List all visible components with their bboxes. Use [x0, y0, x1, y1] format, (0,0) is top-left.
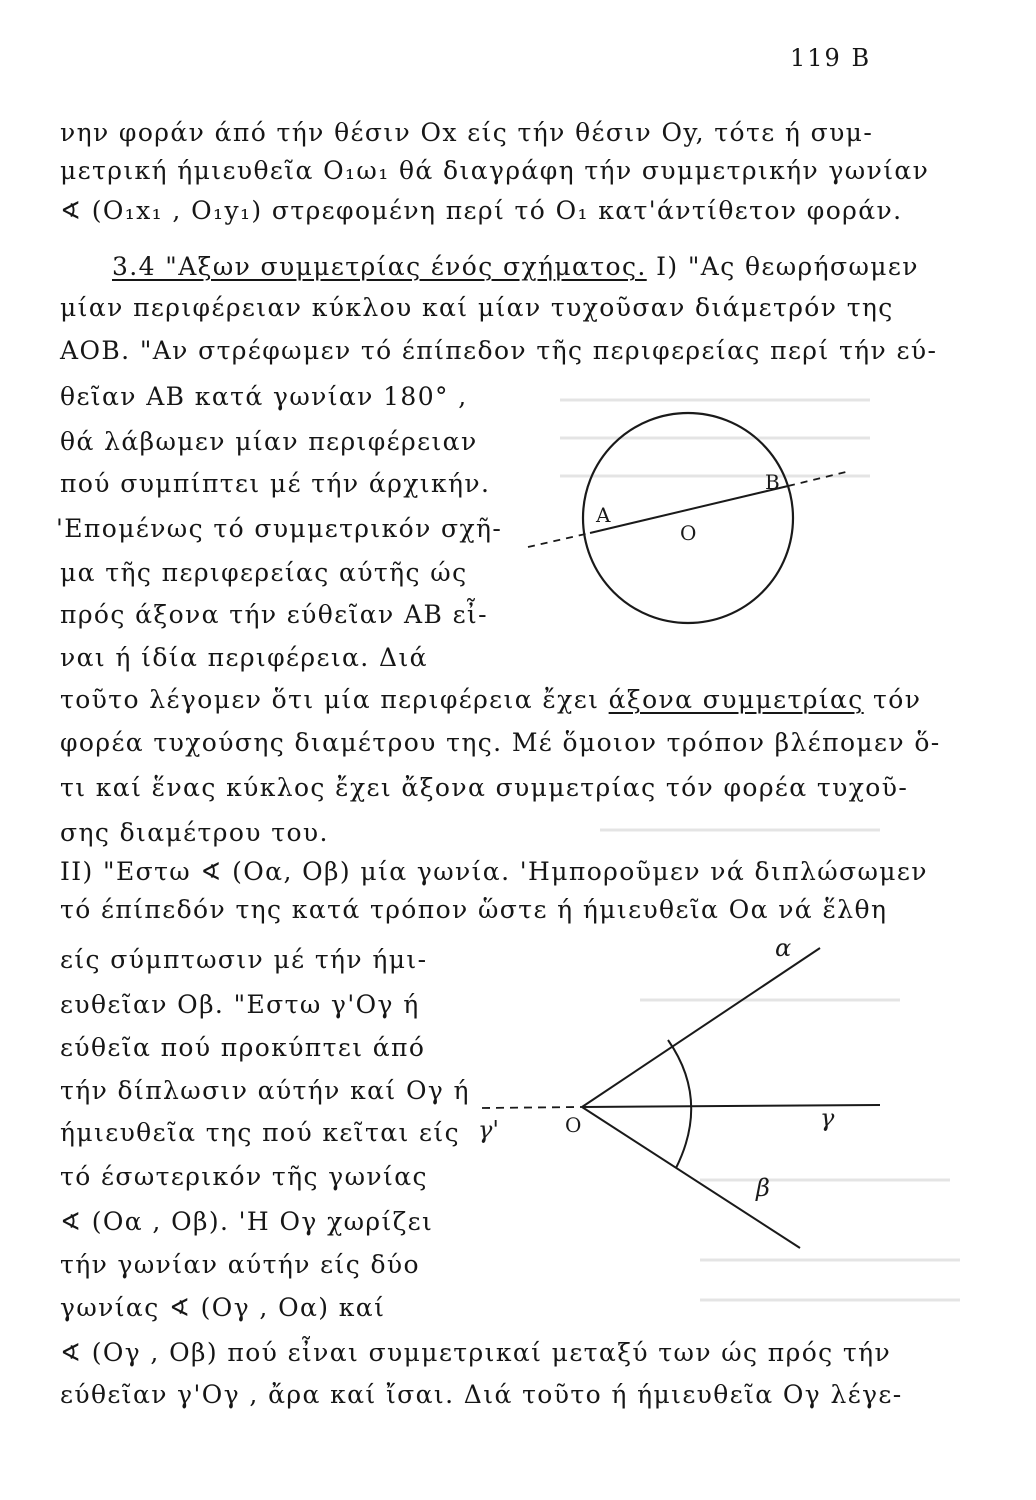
text-line-24: ήμιευθεῖα της πού κεῖται είς: [60, 1118, 460, 1147]
text-line-14b: τόν: [863, 685, 922, 714]
label-gamma-prime: γ': [478, 1116, 499, 1144]
text-line-10: 'Επομένως τό συμμετρικόν σχῆ-: [56, 514, 503, 543]
label-a: A: [596, 503, 611, 527]
text-line-30: εύθεῖαν γ'Ογ , ἄρα καί ἴσαι. Διά τοῦτο ή ήμιευθεῖα Ογ λέγε-: [60, 1380, 903, 1409]
text-line-29: ∢ (Ογ , Οβ) πού εἶναι συμμετρικαί μεταξύ των ώς πρός τήν: [60, 1338, 892, 1367]
text-line-28: γωνίας ∢ (Ογ , Οα) καί: [60, 1293, 386, 1322]
label-beta: β: [756, 1174, 770, 1202]
text-line-11: μα τῆς περιφερείας αύτῆς ώς: [60, 558, 468, 587]
text-line-15: φορέα τυχούσης διαμέτρου της. Μέ ὅμοιον τρόπον βλέπομεν ὅ-: [60, 728, 941, 757]
text-line-1: νην φοράν άπό τήν θέσιν Οx είς τήν θέσιν Οy, τότε ή συμ-: [60, 118, 874, 147]
angle-arc: [668, 1040, 691, 1168]
angle-figure: [470, 935, 890, 1205]
text-line-22: εύθεῖα πού προκύπτει άπό: [60, 1033, 426, 1062]
text-line-14: [60, 685, 921, 715]
ray-gamma-prime: [482, 1107, 582, 1108]
text-line-17: σης διαμέτρου του.: [60, 818, 329, 847]
text-line-14a: τοῦτο λέγομεν ὅτι μία περιφέρεια ἔχει: [60, 685, 609, 714]
ray-alpha: [582, 948, 820, 1107]
text-line-16: τι καί ἕνας κύκλος ἔχει ἄξονα συμμετρίας τόν φορέα τυχοῦ-: [60, 773, 909, 802]
axis-extension-left: [528, 533, 590, 547]
text-line-8: θά λάβωμεν μίαν περιφέρειαν: [60, 427, 478, 456]
text-line-27: τήν γωνίαν αύτήν είς δύο: [60, 1250, 420, 1279]
text-line-6: ΑΟΒ. "Αν στρέφωμεν τό έπίπεδον τῆς περιφερείας περί τήν εύ-: [60, 336, 938, 365]
text-line-26: ∢ (Οα , Οβ). 'Η Ογ χωρίζει: [60, 1207, 434, 1236]
ray-gamma: [582, 1105, 880, 1107]
text-line-25: τό έσωτερικόν τῆς γωνίας: [60, 1162, 428, 1191]
text-line-13: ναι ή ίδία περιφέρεια. Διά: [60, 643, 428, 672]
label-alpha: α: [775, 934, 792, 962]
text-line-5: μίαν περιφέρειαν κύκλου καί μίαν τυχοῦσαν διάμετρόν της: [60, 293, 894, 322]
section-heading: 3.4 "Αξων συμμετρίας ένός σχήματος.: [112, 252, 647, 281]
page-number: 119 B: [790, 44, 872, 72]
text-line-3: ∢ (Ο₁x₁ , Ο₁y₁) στρεφομένη περί τό Ο₁ κατ'άντίθετον φοράν.: [60, 196, 903, 225]
text-line-2: μετρική ήμιευθεῖα Ο₁ω₁ θά διαγράφη τήν συμμετρικήν γωνίαν: [60, 156, 930, 185]
text-line-19: τό έπίπεδόν της κατά τρόπον ὥστε ή ήμιευθεῖα Οα νά ἕλθη: [60, 895, 888, 924]
text-line-18: ΙΙ) "Εστω ∢ (Οα, Οβ) μία γωνία. 'Ημποροῦμεν νά διπλώσωμεν: [60, 857, 928, 886]
label-b: B: [765, 470, 780, 494]
label-o: O: [680, 521, 697, 545]
text-line-21: ευθεῖαν Οβ. "Εστω γ'Ογ ή: [60, 990, 420, 1019]
label-gamma: γ: [820, 1104, 835, 1132]
text-line-12: πρός άξονα τήν εύθεῖαν ΑΒ εἶ-: [60, 600, 488, 629]
text-line-7: θεῖαν ΑΒ κατά γωνίαν 180° ,: [60, 382, 468, 411]
text-line-9: πού συμπίπτει μέ τήν άρχικήν.: [60, 469, 491, 498]
circle-figure: [520, 400, 860, 640]
axis-extension-right: [788, 471, 850, 486]
text-line-20: είς σύμπτωσιν μέ τήν ήμι-: [60, 945, 428, 974]
section-heading-line: [112, 252, 919, 282]
text-line-23: τήν δίπλωσιν αύτήν καί Ογ ή: [60, 1076, 470, 1105]
axis-of-symmetry-term: άξονα συμμετρίας: [608, 685, 864, 714]
circle: [583, 413, 793, 623]
label-vertex-o: O: [565, 1113, 582, 1137]
section-intro: Ι) "Ας θεωρήσωμεν: [646, 252, 919, 281]
